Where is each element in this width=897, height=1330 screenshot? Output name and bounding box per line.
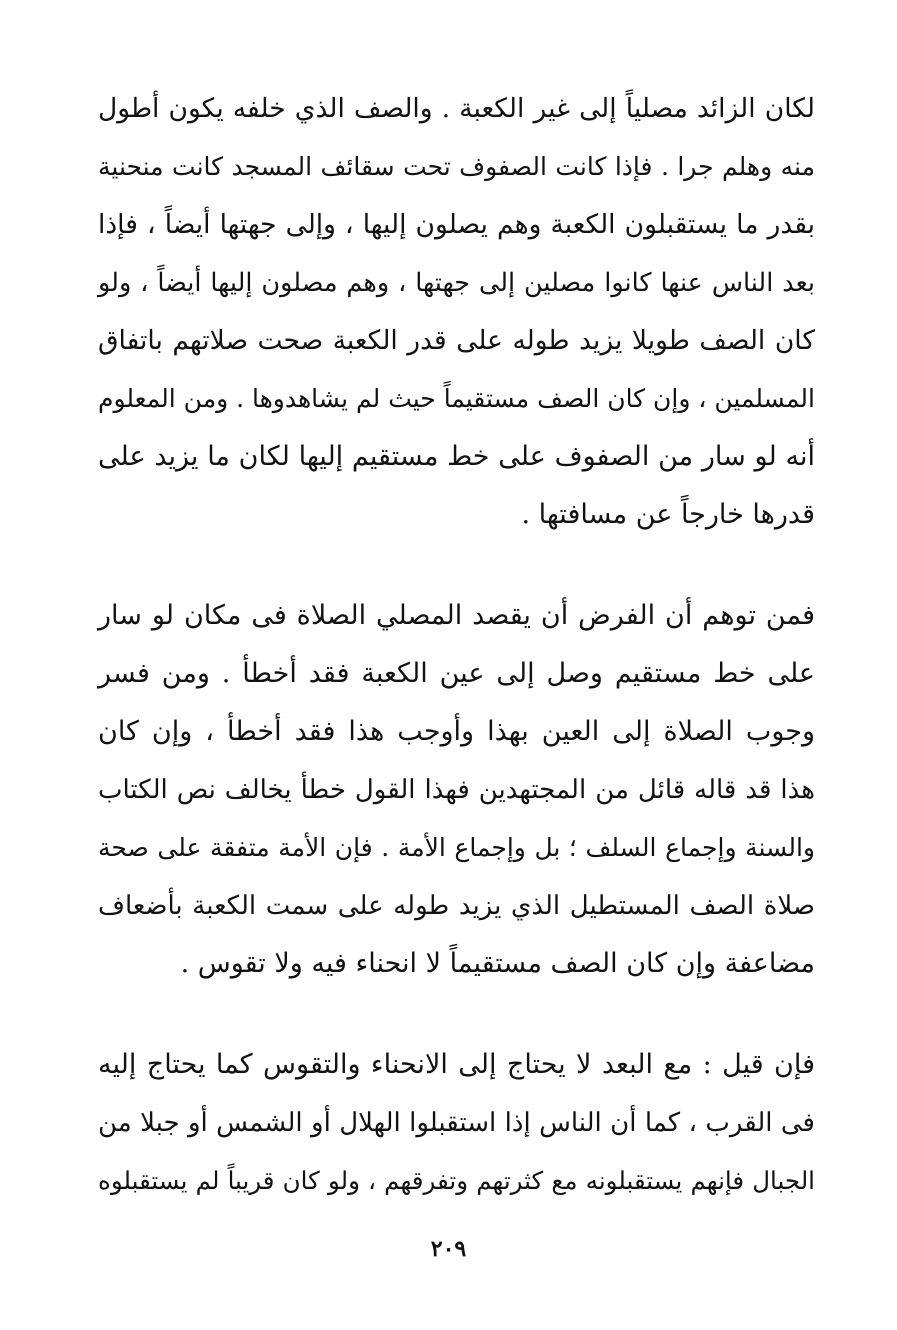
- text-line: مضاعفة وإن كان الصف مستقيماً لا انحناء فيه ولا تقوس .: [180, 948, 815, 979]
- text-line: فى القرب ، كما أن الناس إذا استقبلوا الهلال أو الشمس أو جبلا من: [98, 1108, 815, 1138]
- paragraph-3: [98, 1036, 815, 1210]
- text-line: منه وهلم جرا . فإذا كانت الصفوف تحت سقائف المسجد كانت منحنية: [98, 152, 815, 181]
- text-line: بعد الناس عنها كانوا مصلين إلى جهتها ، وهم مصلون إليها أيضاً ، ولو: [98, 268, 815, 298]
- text-line: لكان الزائد مصلياً إلى غير الكعبة . والصف الذي خلفه يكون أطول: [98, 93, 815, 124]
- text-line: فمن توهم أن الفرض أن يقصد المصلي الصلاة فى مكان لو سار: [98, 600, 815, 631]
- text-line: وجوب الصلاة إلى العين بهذا وأوجب هذا فقد أخطأ ، وإن كان: [98, 716, 815, 747]
- text-line: والسنة وإجماع السلف ؛ بل وإجماع الأمة . فإن الأمة متفقة على صحة: [98, 833, 815, 862]
- text-line: هذا قد قاله قائل من المجتهدين فهذا القول خطأ يخالف نص الكتاب: [98, 775, 815, 805]
- text-line: المسلمين ، وإن كان الصف مستقيماً حيث لم يشاهدوها . ومن المعلوم: [97, 384, 815, 413]
- text-line: فإن قيل : مع البعد لا يحتاج إلى الانحناء والتقوس كما يحتاج إليه: [98, 1049, 815, 1080]
- text-line: على خط مستقيم وصل إلى عين الكعبة فقد أخطأ . ومن فسر: [98, 658, 815, 689]
- paragraph-1: [98, 80, 815, 544]
- text-line: صلاة الصف المستطيل الذي يزيد طوله على سمت الكعبة بأضعاف: [98, 891, 815, 921]
- paragraph-2: [98, 587, 815, 993]
- text-line: الجبال فإنهم يستقبلونه مع كثرتهم وتفرقهم ، ولو كان قريباً لم يستقبلوه: [98, 1166, 815, 1195]
- text-line: أنه لو سار من الصفوف على خط مستقيم إليها لكان ما يزيد على: [98, 441, 815, 472]
- text-line: قدرها خارجاً عن مسافتها .: [521, 499, 815, 530]
- text-line: كان الصف طويلا يزيد طوله على قدر الكعبة صحت صلاتهم باتفاق: [98, 325, 815, 356]
- page-number: ٢٠٩: [430, 1236, 467, 1262]
- text-line: بقدر ما يستقبلون الكعبة وهم يصلون إليها ، وإلى جهتها أيضاً ، فإذا: [98, 209, 815, 240]
